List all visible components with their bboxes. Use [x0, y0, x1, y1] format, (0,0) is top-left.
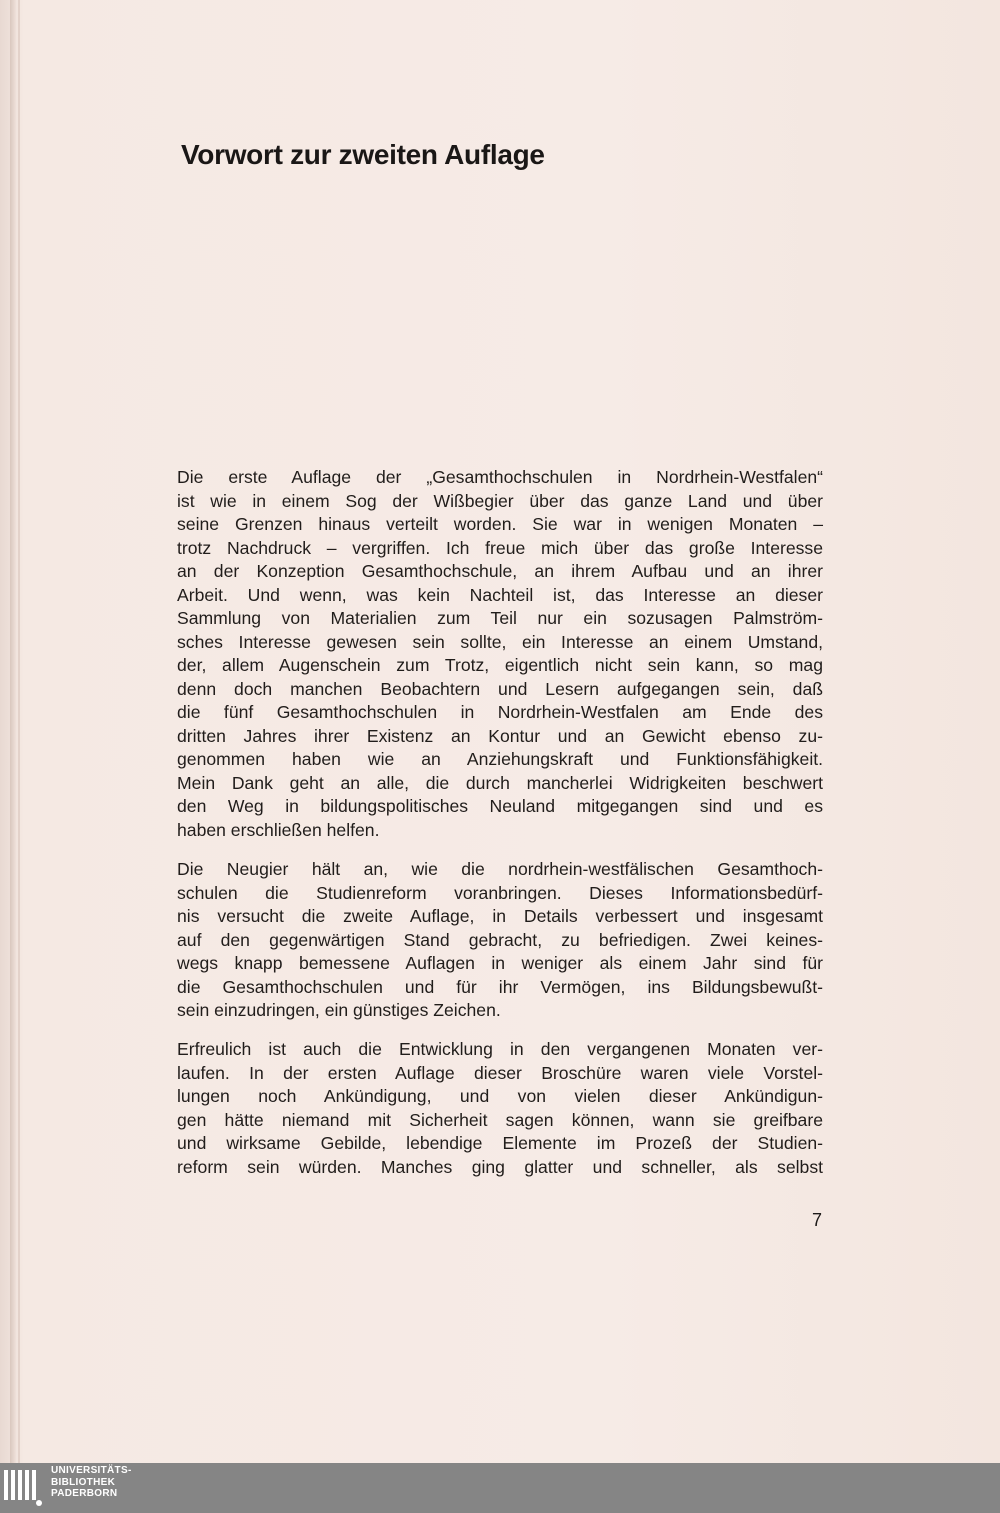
text-line: Sammlung von Materialien zum Teil nur ein sozusagen Palmström- [177, 608, 823, 628]
library-name-line: UNIVERSITÄTS- [51, 1465, 132, 1476]
paragraph-1 [177, 466, 823, 842]
page-gutter-shadow [10, 0, 16, 1463]
text-line: Arbeit. Und wenn, was kein Nachteil ist, das Interesse an dieser [177, 584, 823, 605]
text-line: wegs knapp bemessene Auflagen in weniger als einem Jahr sind für [177, 953, 823, 973]
page-title: Vorwort zur zweiten Auflage [181, 139, 545, 170]
text-line: sches Interesse gewesen sein sollte, ein Interesse an einem Umstand, [177, 631, 823, 652]
text-line: an der Konzeption Gesamthochschule, an ihrem Aufbau und an ihrer [177, 561, 823, 581]
logo-bar [18, 1470, 22, 1500]
text-line: laufen. In der ersten Auflage dieser Broschüre waren viele Vorstel- [177, 1062, 823, 1083]
paragraph-2 [177, 858, 823, 1023]
text-line: Die erste Auflage der „Gesamthochschulen in Nordrhein-Westfalen“ [177, 467, 823, 487]
library-bars-icon [4, 1470, 44, 1504]
text-line: Mein Dank geht an alle, die durch mancherlei Widrigkeiten beschwert [177, 772, 823, 793]
text-line: ist wie in einem Sog der Wißbegier über das ganze Land und über [177, 490, 823, 511]
logo-bar [11, 1470, 15, 1500]
paragraph-3 [177, 1038, 823, 1179]
text-line: die Gesamthochschulen und für ihr Vermögen, ins Bildungsbewußt- [177, 976, 823, 997]
text-line: die fünf Gesamthochschulen in Nordrhein-Westfalen am Ende des [177, 702, 823, 722]
logo-bar [25, 1470, 29, 1500]
text-line: gen hätte niemand mit Sicherheit sagen können, wann sie greifbare [177, 1109, 823, 1130]
library-name-line: BIBLIOTHEK [51, 1476, 116, 1488]
text-line: trotz Nachdruck – vergriffen. Ich freue mich über das große Interesse [177, 537, 823, 558]
text-line: schulen die Studienreform voranbringen. Dieses Informationsbedürf- [177, 882, 823, 903]
text-line: und wirksame Gebilde, lebendige Elemente im Prozeß der Studien- [177, 1133, 823, 1153]
library-footer [0, 1463, 1000, 1513]
text-line: dritten Jahres ihrer Existenz an Kontur und an Gewicht ebenso zu- [177, 725, 823, 746]
text-line: Erfreulich ist auch die Entwicklung in den vergangenen Monaten ver- [177, 1039, 823, 1059]
logo-dot [36, 1500, 42, 1506]
text-line: den Weg in bildungspolitisches Neuland mitgegangen sind und es [177, 796, 823, 816]
library-name [51, 1465, 132, 1500]
page-gutter-edge [18, 0, 20, 1463]
text-line: sein einzudringen, ein günstiges Zeichen. [177, 1000, 501, 1020]
text-line: reform sein würden. Manches ging glatter und schneller, als selbst [177, 1156, 823, 1177]
text-line: seine Grenzen hinaus verteilt worden. Sie war in wenigen Monaten – [177, 514, 823, 534]
logo-bar [32, 1470, 36, 1500]
text-line: Die Neugier hält an, wie die nordrhein-westfälischen Gesamthoch- [177, 859, 823, 879]
logo-bar [4, 1470, 8, 1500]
text-line: auf den gegenwärtigen Stand gebracht, zu befriedigen. Zwei keines- [177, 929, 823, 950]
text-line: nis versucht die zweite Auflage, in Details verbessert und insgesamt [177, 906, 823, 926]
text-line: genommen haben wie an Anziehungskraft und Funktionsfähigkeit. [177, 749, 823, 769]
text-line: haben erschließen helfen. [177, 819, 380, 840]
text-line: der, allem Augenschein zum Trotz, eigentlich nicht sein kann, so mag [177, 655, 823, 675]
page-number: 7 [812, 1210, 823, 1230]
text-line: denn doch manchen Beobachtern und Lesern aufgegangen sein, daß [177, 678, 823, 699]
library-name-line: PADERBORN [51, 1488, 118, 1499]
text-line: lungen noch Ankündigung, und von vielen dieser Ankündigun- [177, 1086, 823, 1106]
